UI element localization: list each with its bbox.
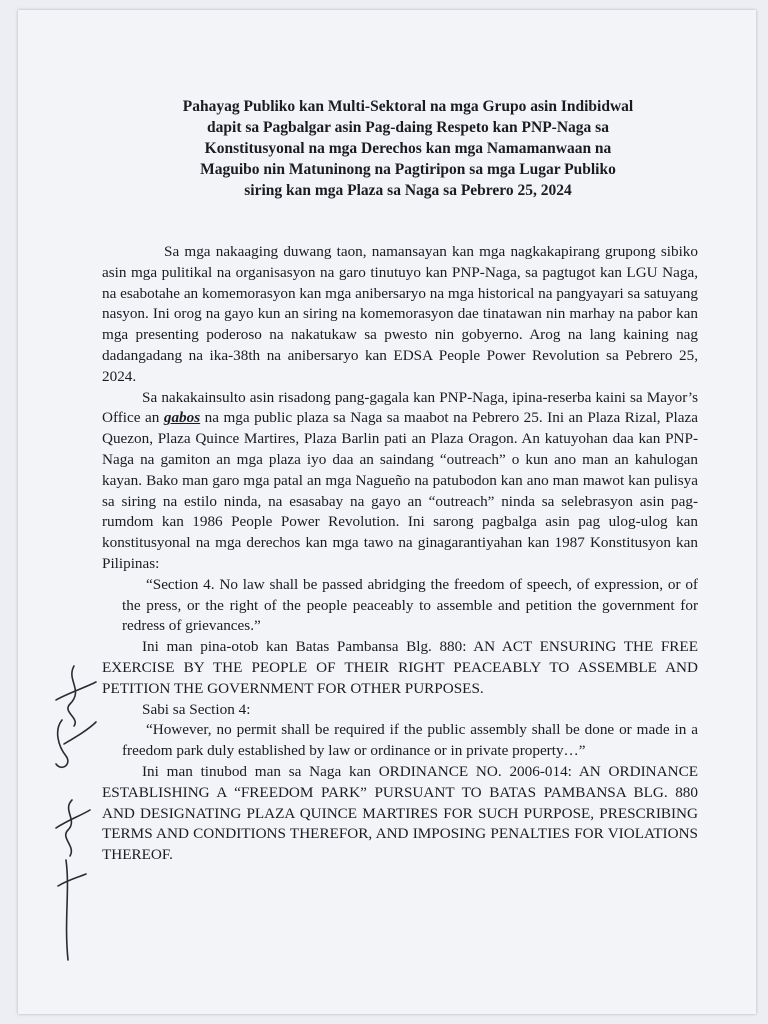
- quote-1-text: “Section 4. No law shall be passed abridging the freedom of speech, of expression, or of the press, or the right of the people peaceably to assemble and petition the government for redress of grievances.”: [122, 575, 698, 635]
- paragraph-4: Sabi sa Section 4:: [142, 700, 251, 718]
- quote-section-4: [122, 575, 698, 637]
- document-title: [138, 96, 678, 201]
- document-body: [102, 242, 698, 866]
- title-line: Pahayag Publiko kan Multi-Sektoral na mga Grupo asin Indibidwal: [182, 98, 634, 115]
- handwritten-signature: [44, 660, 104, 980]
- quote-bp-880: [122, 720, 698, 762]
- paragraph-5: Ini man tinubod man sa Naga kan ORDINANCE NO. 2006-014: AN ORDINANCE ESTABLISHING A “FREEDOM PARK” PURSUANT TO BATAS PAMBANSA BLG. 880 AND DESIGNATING PLAZA QUINCE MARTIRES FOR SUCH PURPOSE, PRESCRIBING TERMS AND CONDITIONS THEREFOR, AND IMPOSING PENALTIES FOR VIOLATIONS THEREOF.: [102, 762, 698, 864]
- title-line: Maguibo nin Matuninong na Pagtiripon sa mga Lugar Publiko: [200, 161, 616, 178]
- quote-2-text: “However, no permit shall be required if the public assembly shall be done or made in a freedom park duly established by law or ordinance or in private property…”: [122, 721, 698, 760]
- signature-graphic: [44, 660, 104, 980]
- document-page: [18, 10, 756, 1014]
- paragraph-2-before: Sa nakakainsulto asin risadong pang-gagala kan PNP-Naga, ipina-reserba kaini sa Mayor’s Office an: [102, 388, 698, 427]
- title-line: siring kan mga Plaza sa Naga sa Pebrero 25, 2024: [244, 182, 572, 199]
- title-line: dapit sa Pagbalgar asin Pag-daing Respeto kan PNP-Naga sa: [207, 119, 609, 136]
- paragraph-1: Sa mga nakaaging duwang taon, namansayan kan mga nagkakapirang grupong sibiko asin mga pulitikal na organisasyon na garo tinutuyo kan PNP-Naga, sa pagtugot kan LGU Naga, na esabotahe an komemorasyon kan mga anibersaryo na mga historical na pangyayari sa satuyang nasyon. Ini orog na gayo kun an siring na komemorasyon dae tinatawan nin marhay na pabor kan mga presenting poderoso na nakatukaw sa pwesto nin gobyerno. Arog na lang kaining nag dadangadang na ika-38th na anibersaryo kan EDSA People Power Revolution sa Pebrero 25, 2024.: [102, 243, 698, 385]
- emphasis-gabos: gabos: [163, 409, 201, 427]
- title-line: Konstitusyonal na mga Derechos kan mga Namamanwaan na: [204, 140, 612, 157]
- paragraph-2: [102, 388, 698, 575]
- paragraph-3: Ini man pina-otob kan Batas Pambansa Blg. 880: AN ACT ENSURING THE FREE EXERCISE BY THE PEOPLE OF THEIR RIGHT PEACEABLY TO ASSEMBLE AND PETITION THE GOVERNMENT FOR OTHER PURPOSES.: [102, 638, 698, 697]
- paragraph-2-after: na mga public plaza sa Naga sa maabot na Pebrero 25. Ini an Plaza Rizal, Plaza Quezon, Plaza Quince Martires, Plaza Barlin pati an Plaza Oragon. An katuyohan daa kan PNP-Naga na gamiton an mga plaza iyo daa an saindang “outreach” o kun ano man an kahulogan kayan. Bako man garo mga patal an mga Nagueño na patubodon kan ano man mawot kan pulisya sa siring na estilo ninda, na esasabay na gayo an “outreach” ninda sa selebrasyon asin pag-rumdom kan 1986 People Power Revolution. Ini sarong pagbalga asin pag ulog-ulog kan konstitusyonal na mga derechos kan mga tawo na ginagarantiyahan kan 1987 Konstitusyon kan Pilipinas:: [102, 409, 698, 572]
